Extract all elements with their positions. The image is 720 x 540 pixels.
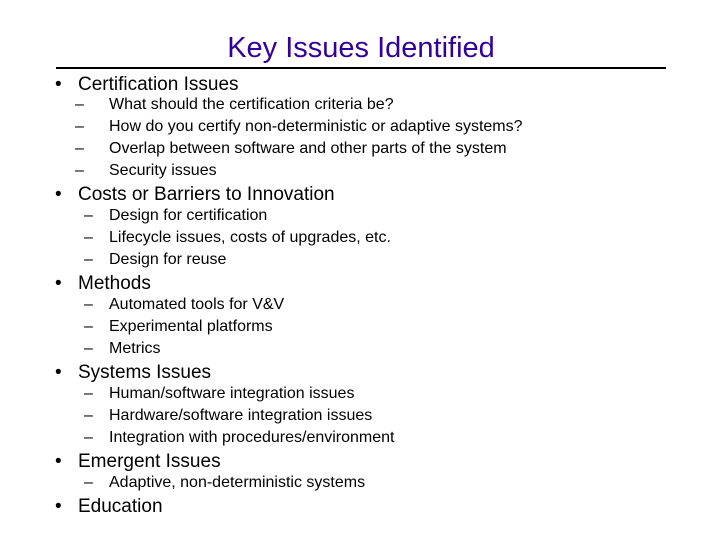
sub-bullet-label: Overlap between software and other parts of the system	[109, 140, 507, 157]
bullet-label: Costs or Barriers to Innovation	[78, 184, 335, 205]
dash-icon: –	[84, 429, 93, 446]
dash-icon: –	[75, 118, 84, 135]
dash-icon: –	[84, 318, 93, 335]
bullet-label: Emergent Issues	[78, 451, 221, 472]
sub-bullet-label: Lifecycle issues, costs of upgrades, etc.	[109, 229, 391, 246]
bullet-icon: •	[55, 496, 62, 517]
dash-icon: –	[75, 96, 84, 113]
sub-bullet-label: Experimental platforms	[109, 318, 273, 335]
bullet-icon: •	[55, 362, 62, 383]
sub-bullet-label: Integration with procedures/environment	[109, 429, 395, 446]
sub-bullet-label: Metrics	[109, 340, 161, 357]
bullet-icon: •	[55, 184, 62, 205]
dash-icon: –	[84, 207, 93, 224]
sub-bullet-label: Design for reuse	[109, 251, 227, 268]
dash-icon: –	[84, 385, 93, 402]
bullet-icon: •	[55, 451, 62, 472]
dash-icon: –	[84, 474, 93, 491]
dash-icon: –	[84, 229, 93, 246]
dash-icon: –	[84, 251, 93, 268]
sub-bullet-label: Hardware/software integration issues	[109, 407, 373, 424]
dash-icon: –	[84, 340, 93, 357]
sub-bullet-label: Adaptive, non-deterministic systems	[109, 474, 366, 491]
slide-title: Key Issues Identified	[227, 32, 495, 64]
dash-icon: –	[75, 162, 84, 179]
sub-bullet-label: Automated tools for V&V	[109, 296, 285, 313]
sub-bullet-label: Security issues	[109, 162, 217, 179]
bullet-label: Methods	[78, 273, 151, 294]
bullet-icon: •	[55, 273, 62, 294]
sub-bullet-label: Human/software integration issues	[109, 385, 355, 402]
dash-icon: –	[84, 296, 93, 313]
bullet-icon: •	[55, 74, 62, 95]
dash-icon: –	[75, 140, 84, 157]
bullet-label: Certification Issues	[78, 74, 239, 95]
sub-bullet-label: Design for certification	[109, 207, 268, 224]
sub-bullet-label: How do you certify non-deterministic or adaptive systems?	[109, 118, 523, 135]
dash-icon: –	[84, 407, 93, 424]
sub-bullet-label: What should the certification criteria be?	[109, 96, 394, 113]
bullet-label: Education	[78, 496, 163, 517]
bullet-label: Systems Issues	[78, 362, 212, 383]
